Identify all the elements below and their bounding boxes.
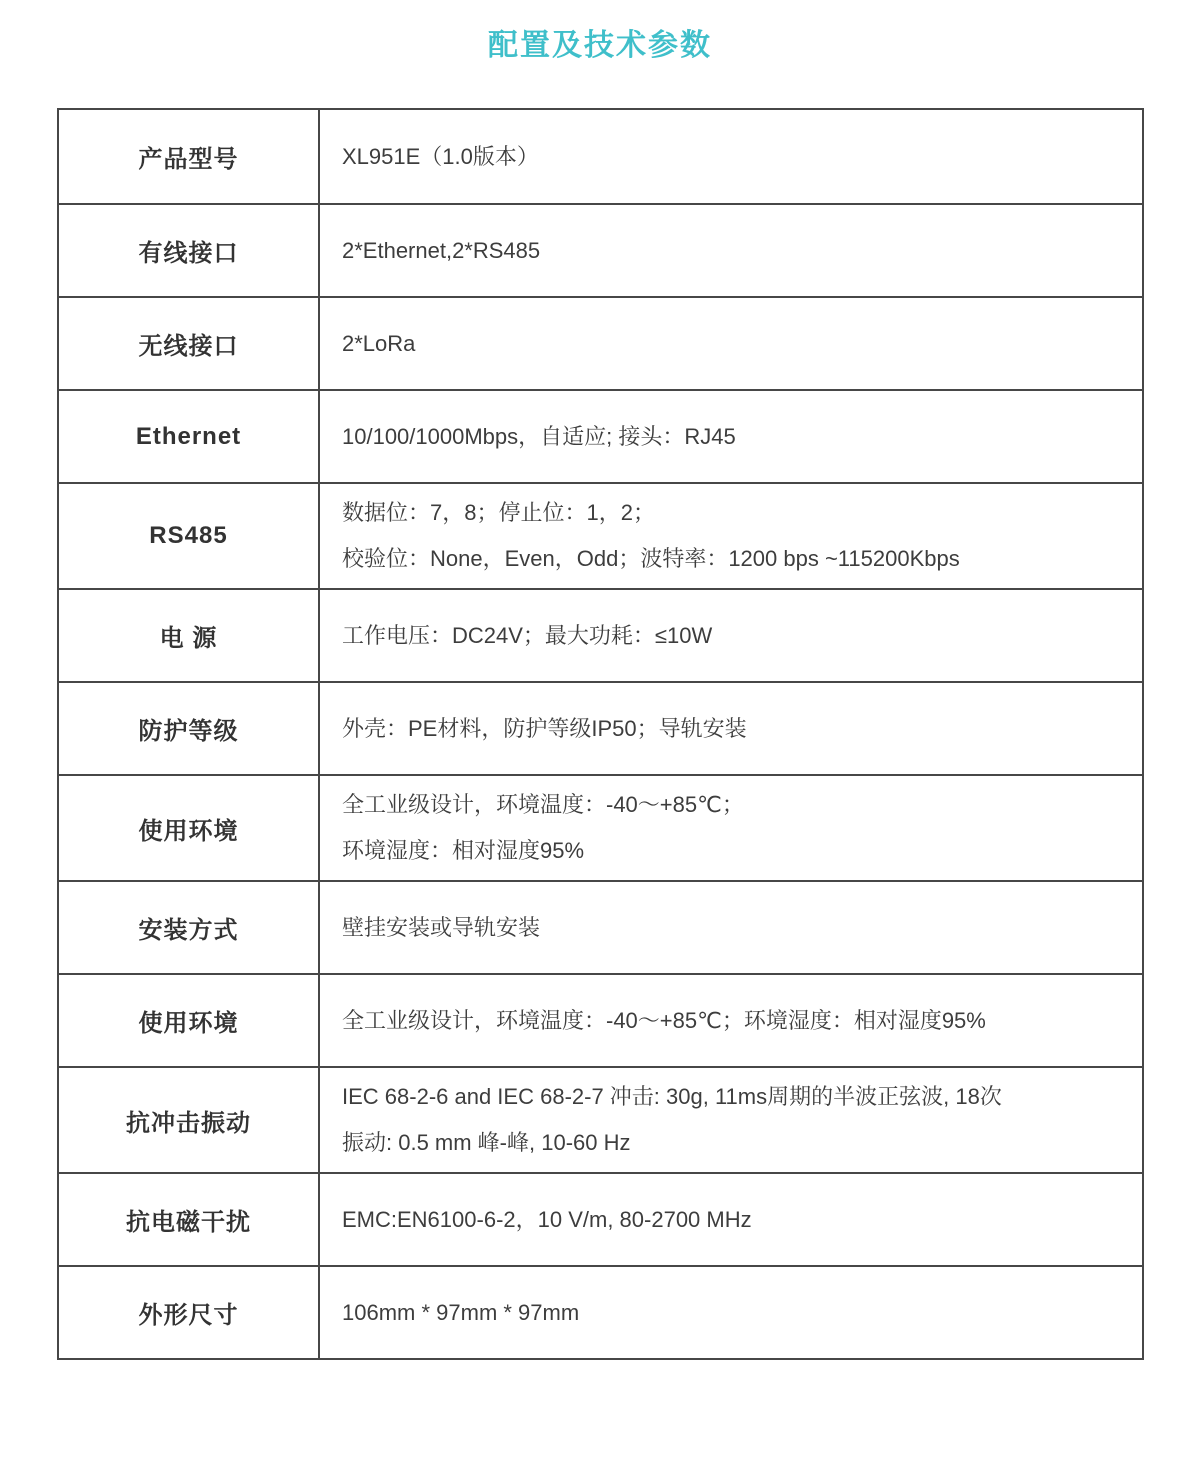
value-line: 壁挂安装或导轨安装 [342, 914, 541, 940]
row-value [320, 298, 1142, 389]
table-row-ethernet [59, 389, 1142, 482]
table-row-wired-interface [59, 203, 1142, 296]
row-label: 产品型号 [59, 110, 320, 203]
spec-table [57, 108, 1144, 1360]
value-line: 校验位：None，Even，Odd；波特率：1200 bps ~115200Kbps [342, 546, 960, 571]
table-row-shock-vibration [59, 1066, 1142, 1172]
value-line: 振动: 0.5 mm 峰-峰, 10-60 Hz [342, 1130, 631, 1155]
row-value [320, 391, 1142, 482]
table-row-power [59, 588, 1142, 681]
table-row-operating-environment-1 [59, 774, 1142, 880]
row-value [320, 975, 1142, 1066]
row-value [320, 776, 1142, 880]
value-line: XL951E（1.0版本） [342, 143, 539, 169]
row-label: Ethernet [59, 391, 320, 482]
row-label: 外形尺寸 [59, 1267, 320, 1358]
row-value [320, 205, 1142, 296]
value-line: 工作电压：DC24V；最大功耗：≤10W [342, 622, 713, 648]
value-line: 全工业级设计，环境温度：-40～+85℃；环境湿度：相对湿度95% [342, 1007, 986, 1033]
row-label: 抗电磁干扰 [59, 1174, 320, 1265]
row-label: 电 源 [59, 590, 320, 681]
table-row-operating-environment-2 [59, 973, 1142, 1066]
row-value [320, 590, 1142, 681]
table-row-emc [59, 1172, 1142, 1265]
row-label: RS485 [59, 484, 320, 588]
row-label: 无线接口 [59, 298, 320, 389]
page-title: 配置及技术参数 [488, 29, 712, 62]
value-line: 外壳：PE材料，防护等级IP50；导轨安装 [342, 715, 747, 741]
row-label: 安装方式 [59, 882, 320, 973]
value-line: 10/100/1000Mbps，自适应; 接头：RJ45 [342, 423, 736, 449]
row-label: 防护等级 [59, 683, 320, 774]
value-line: 106mm * 97mm * 97mm [342, 1299, 580, 1325]
row-label: 有线接口 [59, 205, 320, 296]
table-row-wireless-interface [59, 296, 1142, 389]
row-label: 抗冲击振动 [59, 1068, 320, 1172]
value-line: IEC 68-2-6 and IEC 68-2-7 冲击: 30g, 11ms周期的半波正弦波, 18次 [342, 1084, 1002, 1109]
row-value [320, 882, 1142, 973]
row-value [320, 484, 1142, 588]
value-line: 数据位：7，8；停止位：1，2； [342, 500, 655, 525]
table-row-protection-level [59, 681, 1142, 774]
value-line: 2*LoRa [342, 330, 416, 356]
row-label: 使用环境 [59, 975, 320, 1066]
table-row-product-model [59, 110, 1142, 203]
row-value [320, 1174, 1142, 1265]
table-row-dimensions [59, 1265, 1142, 1358]
table-row-rs485 [59, 482, 1142, 588]
row-label: 使用环境 [59, 776, 320, 880]
value-line: EMC:EN6100-6-2，10 V/m, 80-2700 MHz [342, 1206, 752, 1232]
value-line: 环境湿度：相对湿度95% [342, 838, 585, 863]
row-value [320, 1267, 1142, 1358]
value-line: 2*Ethernet,2*RS485 [342, 237, 541, 263]
value-line: 全工业级设计，环境温度：-40～+85℃； [342, 792, 744, 817]
row-value [320, 683, 1142, 774]
row-value [320, 1068, 1142, 1172]
row-value [320, 110, 1142, 203]
table-row-mounting-method [59, 880, 1142, 973]
